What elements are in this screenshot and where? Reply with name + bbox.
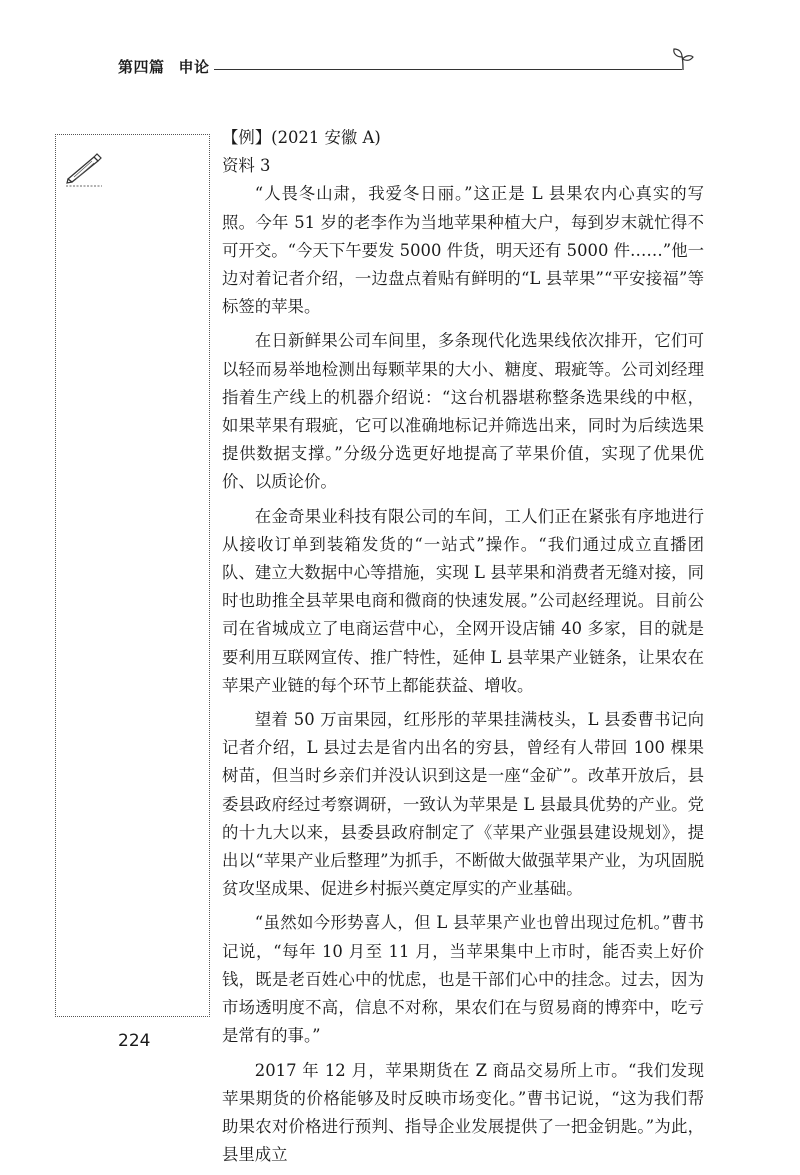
paragraph: 在金奇果业科技有限公司的车间，工人们正在紧张有序地进行从接收订单到装箱发货的“一站式”操作。“我们通过成立直播团队、建立大数据中心等措施，实现 L 县苹果和消费者无缝对接，同时也助推全县苹果电商和微商的快速发展。”公司赵经理说。目前公司在省城成立了电商运营中心，全网开设店铺 40 多家，目的就是要利用互联网宣传、推广特性，延伸 L 县苹果产业链条，让果农在苹果产业链的每个环节上都能获益、增收。: [222, 506, 704, 695]
pen-icon: [64, 149, 104, 189]
header-subject: 申论: [178, 58, 210, 76]
paragraph: 望着 50 万亩果园，红彤彤的苹果挂满枝头，L 县委曹书记向记者介绍，L 县过去是省内出名的穷县，曾经有人带回 100 棵果树苗，但当时乡亲们并没认识到这是一座“金矿”。改革开放后，县委县政府经过考察调研，一致认为苹果是 L 县最具优势的产业。党的十九大以来，县委县政府制定了《苹果产业强县建设规划》，提出以“苹果产业后整理”为抓手，不断做大做强苹果产业，为巩固脱贫攻坚成果、促进乡村振兴奠定厚实的产业基础。: [222, 710, 704, 899]
header-title: [118, 56, 210, 77]
header-rule: [214, 69, 682, 70]
page-header: [118, 56, 690, 80]
material-title: 资料 3: [222, 156, 271, 176]
main-content: [222, 124, 704, 1175]
paragraph: “人畏冬山肃，我爱冬日丽。”这正是 L 县果农内心真实的写照。今年 51 岁的老李作为当地苹果种植大户，每到岁末就忙得不可开交。“今天下午要发 5000 件货，明天还有 5000 件……”他一边对着记者介绍，一边盘点着贴有鲜明的“L 县苹果”“平安接福”等标签的苹果。: [222, 184, 704, 317]
example-tag: 【例】: [222, 128, 272, 147]
paragraph: 2017 年 12 月，苹果期货在 Z 商品交易所上市。“我们发现苹果期货的价格能够及时反映市场变化。”曹书记说，“这为我们帮助果农对价格进行预判、指导企业发展提供了一把金钥匙。”为此，县里成立: [222, 1060, 704, 1165]
paragraph: “虽然如今形势喜人，但 L 县苹果产业也曾出现过危机。”曹书记说，“每年 10 月至 11 月，当苹果集中上市时，能否卖上好价钱，既是老百姓心中的忧虑，也是干部们心中的挂念。过去，因为市场透明度不高，信息不对称，果农们在与贸易商的博弈中，吃亏是常有的事。”: [222, 913, 704, 1046]
sprout-icon: [670, 46, 696, 72]
example-source: (2021 安徽 A): [271, 128, 381, 147]
example-label: [222, 124, 704, 152]
page-number: 224: [118, 1031, 151, 1051]
side-note-box: [55, 134, 210, 1017]
paragraph: 在日新鲜果公司车间里，多条现代化选果线依次排开，它们可以轻而易举地检测出每颗苹果的大小、糖度、瑕疵等。公司刘经理指着生产线上的机器介绍说：“这台机器堪称整条选果线的中枢，如果苹果有瑕疵，它可以准确地标记并筛选出来，同时为后续选果提供数据支撑。”分级分选更好地提高了苹果价值，实现了优果优价、以质论价。: [222, 331, 704, 492]
header-part: 第四篇: [118, 58, 165, 76]
